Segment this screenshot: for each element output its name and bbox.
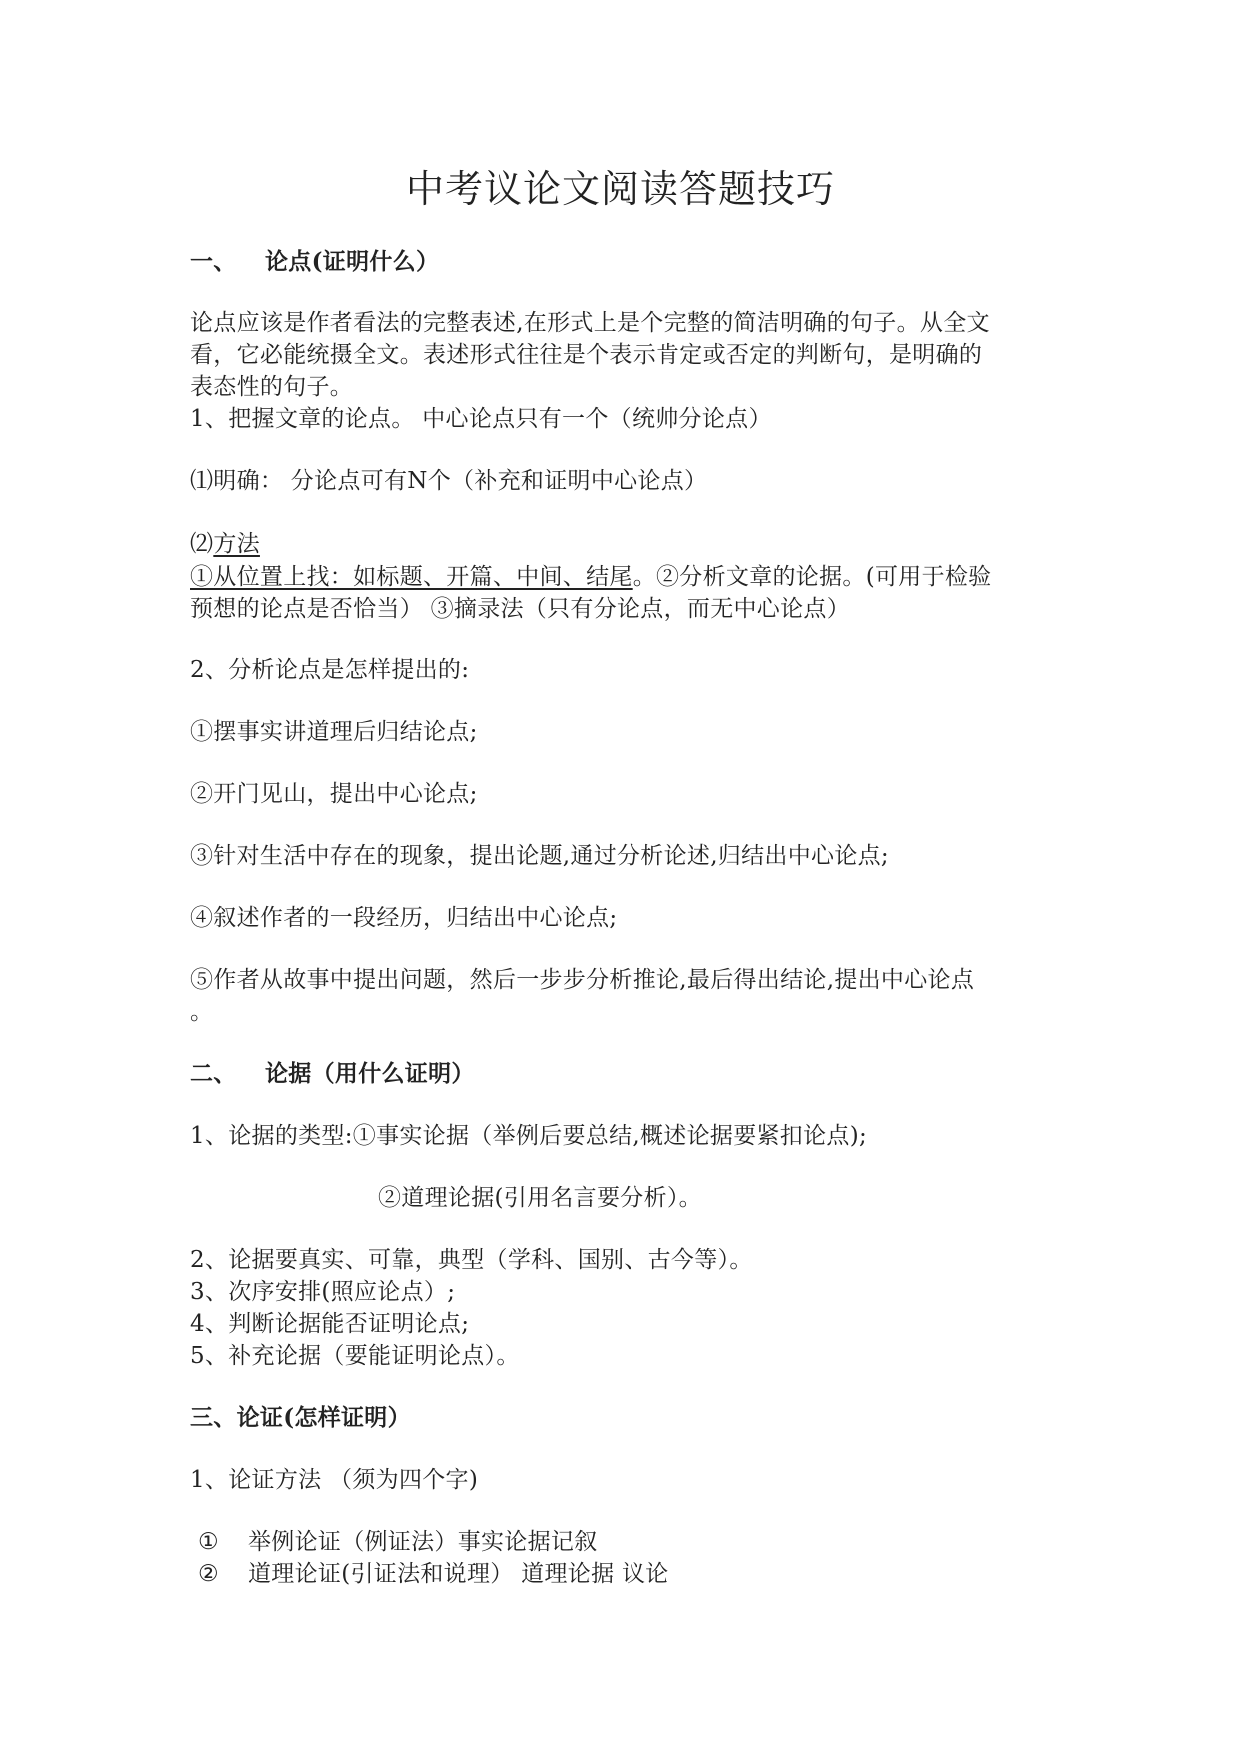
item-1b-text: 方法	[213, 531, 260, 557]
section-1-item-1: 1、把握文章的论点。 中心论点只有一个（统帅分论点）	[190, 406, 772, 432]
way-3: ③针对生活中存在的现象，提出论题,通过分析论述,归结出中心论点;	[190, 843, 889, 869]
way-2: ②开门见山，提出中心论点;	[190, 781, 478, 807]
section-1-title: 论点(证明什么）	[265, 248, 440, 275]
list-marker-2: ②	[198, 1561, 219, 1587]
method-line-1	[190, 561, 991, 593]
method-list-text-2: 道理论证(引证法和说理） 道理论据 议论	[248, 1561, 669, 1587]
section-2-item-4: 4、判断论据能否证明论点;	[190, 1311, 470, 1337]
section-2-heading	[190, 1058, 475, 1090]
section-1-item-1b	[190, 528, 260, 560]
way-1: ①摆事实讲道理后归结论点;	[190, 719, 478, 745]
section-2-title: 论据（用什么证明）	[265, 1060, 475, 1087]
section-2-item-1b: ②道理论据(引用名言要分析）。	[378, 1185, 702, 1211]
section-1-paragraph-line-3: 表态性的句子。	[190, 374, 354, 400]
method-1-underlined: ①从位置上找：如标题、开篇、中间、结尾	[190, 564, 633, 590]
section-3-title: 论证(怎样证明）	[236, 1404, 411, 1431]
way-5: ⑤作者从故事中提出问题，然后一步步分析推论,最后得出结论,提出中心论点	[190, 967, 975, 993]
item-1b-label: ⑵	[190, 531, 214, 557]
method-list-item-1	[198, 1526, 598, 1558]
document-title: 中考议论文阅读答题技巧	[405, 167, 835, 211]
section-1-heading	[190, 246, 439, 278]
method-list-text-1: 举例论证（例证法）事实论据记叙	[248, 1529, 598, 1555]
section-3-item-1: 1、论证方法 （须为四个字)	[190, 1467, 479, 1493]
list-marker-1: ①	[198, 1529, 219, 1555]
method-list-item-2	[198, 1558, 669, 1590]
way-4: ④叙述作者的一段经历，归结出中心论点;	[190, 905, 618, 931]
section-2-item-5: 5、补充论据（要能证明论点）。	[190, 1343, 520, 1369]
method-line-2: 预想的论点是否恰当） ③摘录法（只有分论点，而无中心论点）	[190, 596, 851, 622]
section-3-number: 三、	[190, 1404, 237, 1431]
section-1-item-1a: ⑴明确： 分论点可有N个（补充和证明中心论点）	[190, 468, 708, 494]
section-2-item-3: 3、次序安排(照应论点）;	[190, 1279, 456, 1305]
section-1-paragraph-line-1: 论点应该是作者看法的完整表述,在形式上是个完整的简洁明确的句子。从全文	[190, 310, 990, 336]
section-2-item-1: 1、论据的类型:①事实论据（举例后要总结,概述论据要紧扣论点);	[190, 1123, 868, 1149]
section-1-paragraph-line-2: 看，它必能统摄全文。表述形式往往是个表示肯定或否定的判断句，是明确的	[190, 342, 983, 368]
method-1-rest: 。②分析文章的论据。(可用于检验	[632, 564, 992, 590]
section-1-number: 一、	[190, 248, 237, 275]
section-1-item-2: 2、分析论点是怎样提出的:	[190, 657, 470, 683]
section-2-item-2: 2、论据要真实、可靠，典型（学科、国别、古今等）。	[190, 1247, 753, 1273]
section-2-number: 二、	[190, 1060, 237, 1087]
section-3-heading	[190, 1402, 411, 1434]
way-5-end: 。	[190, 999, 214, 1025]
